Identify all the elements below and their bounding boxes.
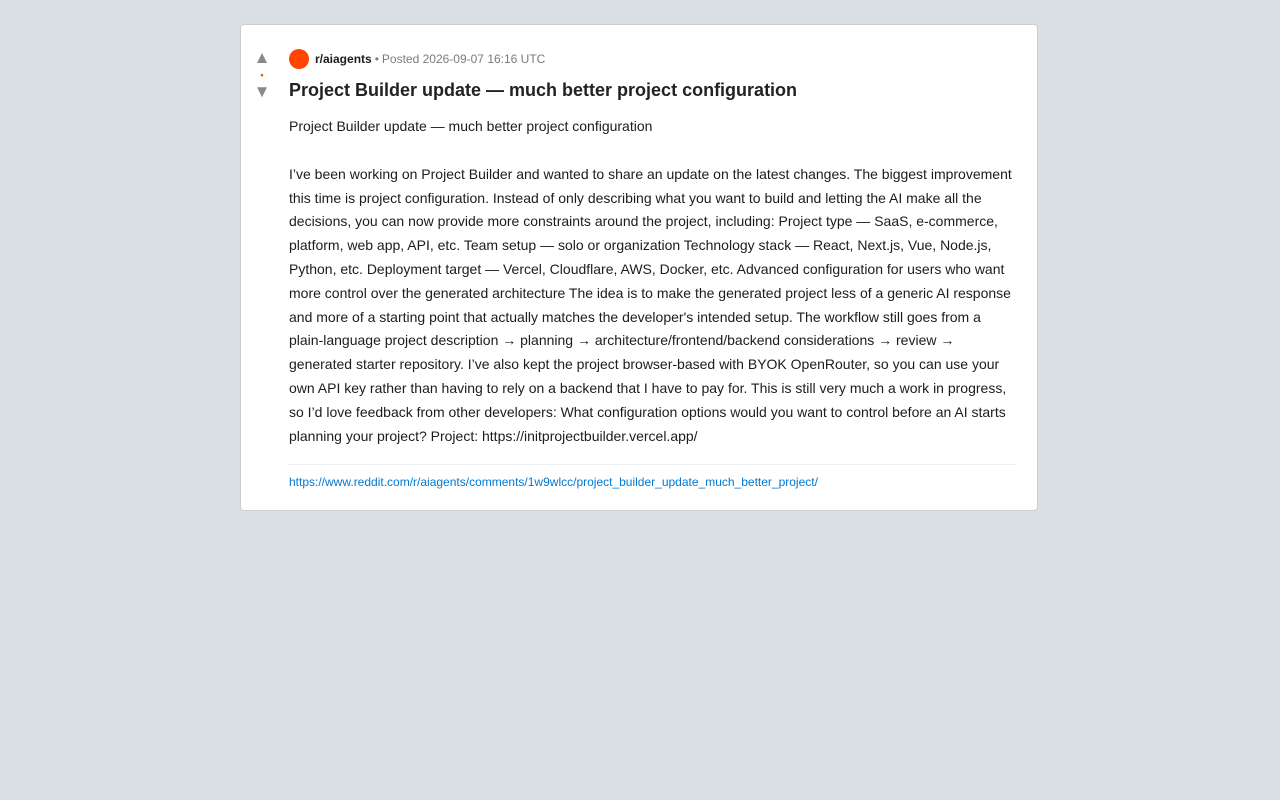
post-timestamp: Posted 2026-09-07 16:16 UTC [381,52,546,66]
post-body [289,115,1015,448]
upvote-icon[interactable]: ▲ [253,48,271,67]
post-content [289,49,1015,490]
post-card [240,24,1038,511]
downvote-icon[interactable]: ▼ [253,82,271,101]
divider [289,464,1015,465]
vote-score: • [260,70,264,80]
paragraph-gap [289,139,1015,163]
post-body-text: I’ve been working on Project Builder and wanted to share an update on the latest changes. The biggest improvement this time is project configuration. Instead of only describing what you want to build and letting the AI make all the decisions, you can now provide more constraints around the project, including: Project type — SaaS, e-commerce, platform, web app, API, etc. Team setup — solo or organization Technology stack — React, Next.js, Vue, Node.js, Python, etc. Deployment target — Vercel, Cloudflare, AWS, Docker, etc. Advanced configuration for users who want more control over the generated architecture The idea is to make the generated project less of a generic AI response and more of a starting point that actually matches the developer's intended setup. The workflow still goes from a plain-language project description → planning → architecture/frontend/backend considerations → review → generated starter repository. I’ve also kept the project browser-based with BYOK OpenRouter, so you can use your own API key rather than having to rely on a backend that I have to pay for. This is still very much a work in progress, so I’d love feedback from other developers: What configuration options would you want to control before an AI starts planning your project? Project: https://initprojectbuilder.vercel.app/ [289,165,1012,444]
subreddit-link[interactable]: r/aiagents [315,52,372,66]
vote-column [253,49,271,101]
post-title[interactable]: Project Builder update — much better project configuration [289,80,798,100]
post-body-first-line: Project Builder update — much better project configuration [289,118,653,134]
post-meta [289,49,1015,69]
meta-separator: • [374,52,379,66]
subreddit-avatar-icon[interactable] [289,49,309,69]
permalink-link[interactable]: https://www.reddit.com/r/aiagents/comments/1w9wlcc/project_builder_update_much_better_project/ [289,475,818,490]
